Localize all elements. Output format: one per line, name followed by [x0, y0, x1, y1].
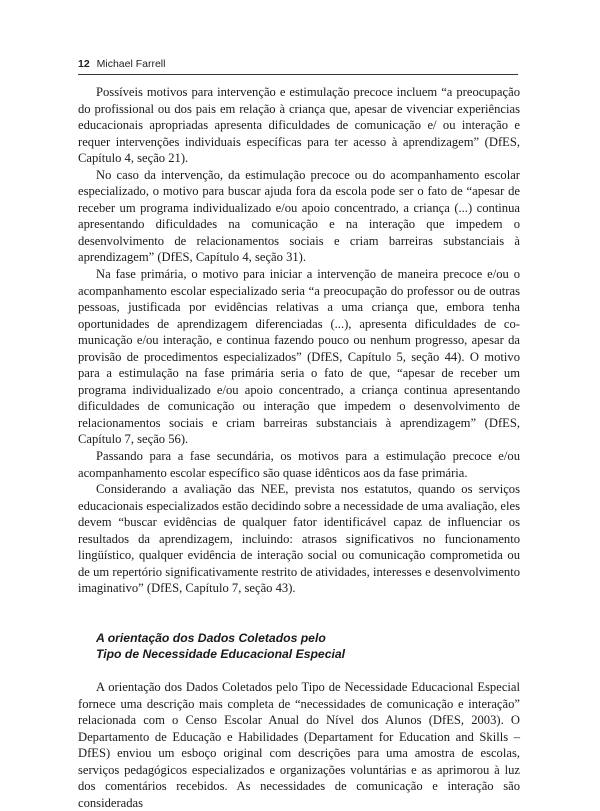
- section-heading-line-2: Tipo de Necessidade Educacional Especial: [96, 646, 346, 661]
- paragraph: Considerando a avaliação das NEE, prevista nos estatutos, quando os serviços educacionais especializados estão decidindo sobre a necessidade de uma avaliação, eles devem “buscar evidências de qualquer fator identificável capaz de influenciar os resultados da aprendizagem, incluindo: atrasos significativos no funcionamento lingüístico, qualquer evidência de interação social ou comunicação comprometida ou de um repertório significativamente restrito de atividades, interesses e desenvolvimento imaginativo” (DfES, Capítulo 7, seção 43).: [78, 482, 520, 596]
- running-head: [78, 58, 518, 70]
- paragraph: Passando para a fase secundária, os motivos para a estimulação precoce e/ou acompanhamento escolar específico são quase idênticos aos da fase primária.: [78, 449, 520, 480]
- paragraph: Possíveis motivos para intervenção e estimulação precoce incluem “a preocupação do profissional ou dos pais em relação à criança que, apesar de vivenciar experiências educacionais apropriadas apresenta dificuldades de comunicação e/ ou interação e requer intervenções individuais específicas para ter acesso à aprendizagem” (DfES, Capítulo 4, seção 21).: [78, 85, 520, 166]
- section-heading: [78, 630, 520, 662]
- section-heading-line-1: A orientação dos Dados Coletados pelo: [96, 630, 326, 645]
- page-number: 12: [78, 58, 90, 70]
- header-rule: [78, 74, 518, 75]
- section-paragraph: A orientação dos Dados Coletados pelo Tipo de Necessidade Educacional Especial fornece uma descrição mais completa de “necessidades de comunicação e interação” relacionada com o Censo Escolar Anual do Nível dos Alunos (DfES, 2003). O Departamento de Educação e Habilidades (Departament for Education and Skills – DfES) enviou um esboço original com descrições para uma amostra de escolas, serviços pedagógicos especializados e organizações voluntárias e as aprimorou à luz dos comentários recebidos. As necessidades de comunicação e interação são consideradas: [78, 679, 520, 810]
- paragraph: No caso da intervenção, da estimulação precoce ou do acompanhamento escolar especializado, o motivo para buscar ajuda fora da escola pode ser o fato de “apesar de receber um programa individualizado e/ou apoio concentrado, a criança (...) continua apresentando dificuldades na comunicação e na interação que impedem o desenvolvimento de relacionamentos sociais e criam barreiras substanciais à aprendizagem” (DfES, Capítulo 4, seção 31).: [78, 167, 520, 265]
- author-name: Michael Farrell: [96, 58, 166, 70]
- body-text: [78, 84, 520, 811]
- paragraph: Na fase primária, o motivo para iniciar a intervenção de maneira precoce e/ou o acompanhamento escolar especializado seria “a preocupação do professor ou de outras pessoas, justificada por evidências relativas a uma criança que, embora tenha oportunidades de aprendizagem diferenciadas (...), apresenta dificuldades de comunicação e/ou interação, e continua fazendo pouco ou nenhum progresso, apesar da provisão de procedimentos especializados” (DfES, Capítulo 5, seção 44). O motivo para a estimulação na fase primária seria o fato de que, “apesar de receber um programa individualizado e/ou apoio concentrado, a criança continua apresentando dificuldades de comunicação ou interação que impedem o desenvolvimento de relacionamentos sociais e criam barreiras substanciais à aprendizagem” (DfES, Capítulo 7, seção 56).: [78, 267, 520, 447]
